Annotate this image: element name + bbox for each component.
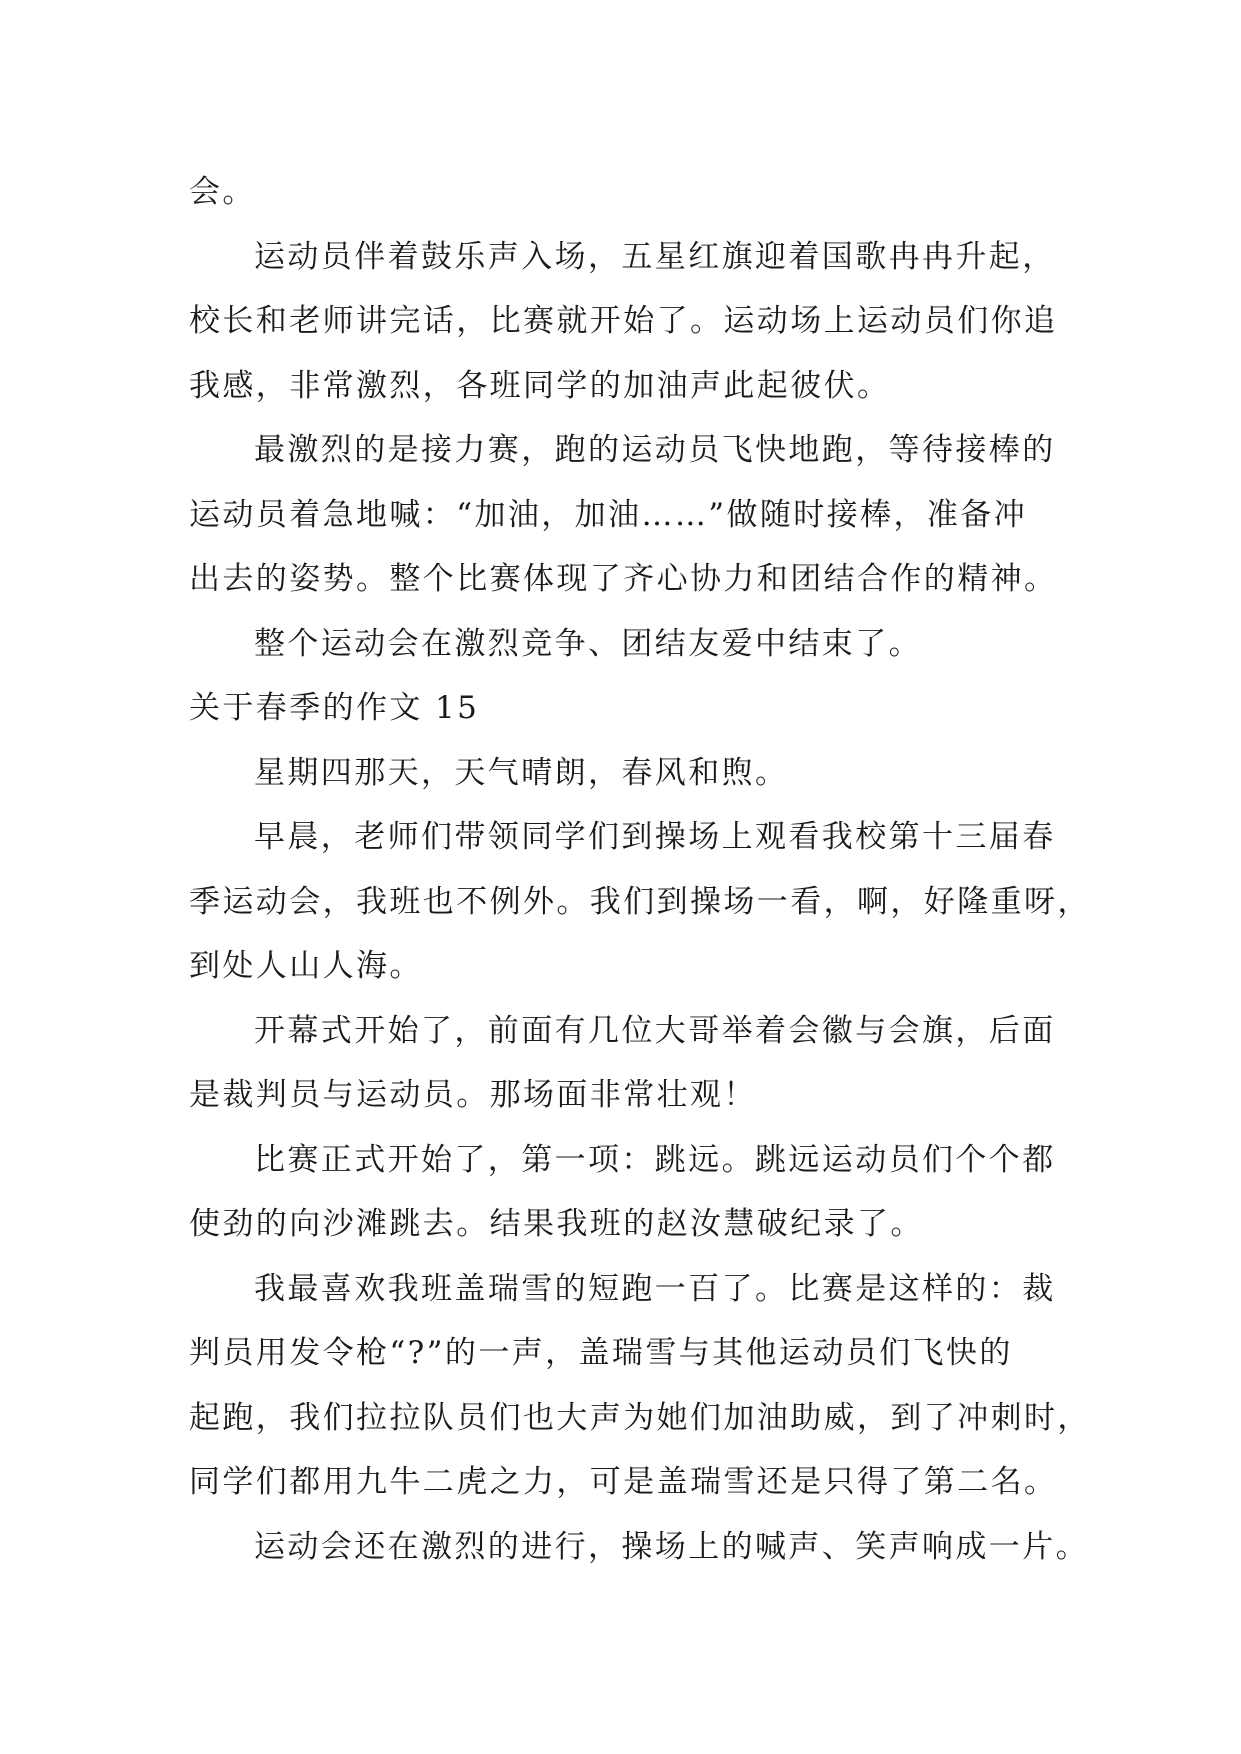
text-line: 出去的姿势。整个比赛体现了齐心协力和团结合作的精神。	[189, 561, 1058, 597]
text-line: 季运动会，我班也不例外。我们到操场一看，啊，好隆重呀，	[189, 883, 1091, 920]
paragraph-start-line: 开幕式开始了，前面有几位大哥举着会徽与会旗，后面	[254, 1012, 1056, 1049]
paragraph-start-line: 运动员伴着鼓乐声入场，五星红旗迎着国歌冉冉升起，	[254, 238, 1056, 275]
essay-heading: 关于春季的作文 15	[189, 690, 480, 726]
paragraph-start-line: 我最喜欢我班盖瑞雪的短跑一百了。比赛是这样的：裁	[254, 1270, 1056, 1307]
text-line: 运动员着急地喊：“加油，加油……”做随时接棒，准备冲	[189, 496, 1028, 533]
paragraph-start-line: 整个运动会在激烈竞争、团结友爱中结束了。	[254, 625, 922, 662]
text-line: 起跑，我们拉拉队员们也大声为她们加油助威，到了冲刺时，	[189, 1399, 1091, 1436]
text-line: 校长和老师讲完话，比赛就开始了。运动场上运动员们你追	[189, 303, 1058, 339]
text-line: 到处人山人海。	[189, 948, 423, 984]
text-line: 我感，非常激烈，各班同学的加油声此起彼伏。	[189, 367, 891, 404]
text-line: 同学们都用九牛二虎之力，可是盖瑞雪还是只得了第二名。	[189, 1464, 1058, 1500]
text-line: 使劲的向沙滩跳去。结果我班的赵汝慧破纪录了。	[189, 1206, 924, 1242]
text-line: 是裁判员与运动员。那场面非常壮观！	[189, 1077, 757, 1113]
paragraph-start-line: 星期四那天，天气晴朗，春风和煦。	[254, 754, 789, 791]
paragraph-start-line: 早晨，老师们带领同学们到操场上观看我校第十三届春	[254, 819, 1056, 855]
paragraph-start-line: 比赛正式开始了，第一项：跳远。跳远运动员们个个都	[254, 1141, 1056, 1178]
paragraph-start-line: 运动会还在激烈的进行，操场上的喊声、笑声响成一片。	[254, 1528, 1089, 1565]
document-body	[189, 160, 1091, 1579]
text-line: 判员用发令枪“?”的一声，盖瑞雪与其他运动员们飞快的	[189, 1335, 1013, 1371]
text-line: 会。	[189, 174, 256, 210]
paragraph-start-line: 最激烈的是接力赛，跑的运动员飞快地跑，等待接棒的	[254, 432, 1056, 468]
